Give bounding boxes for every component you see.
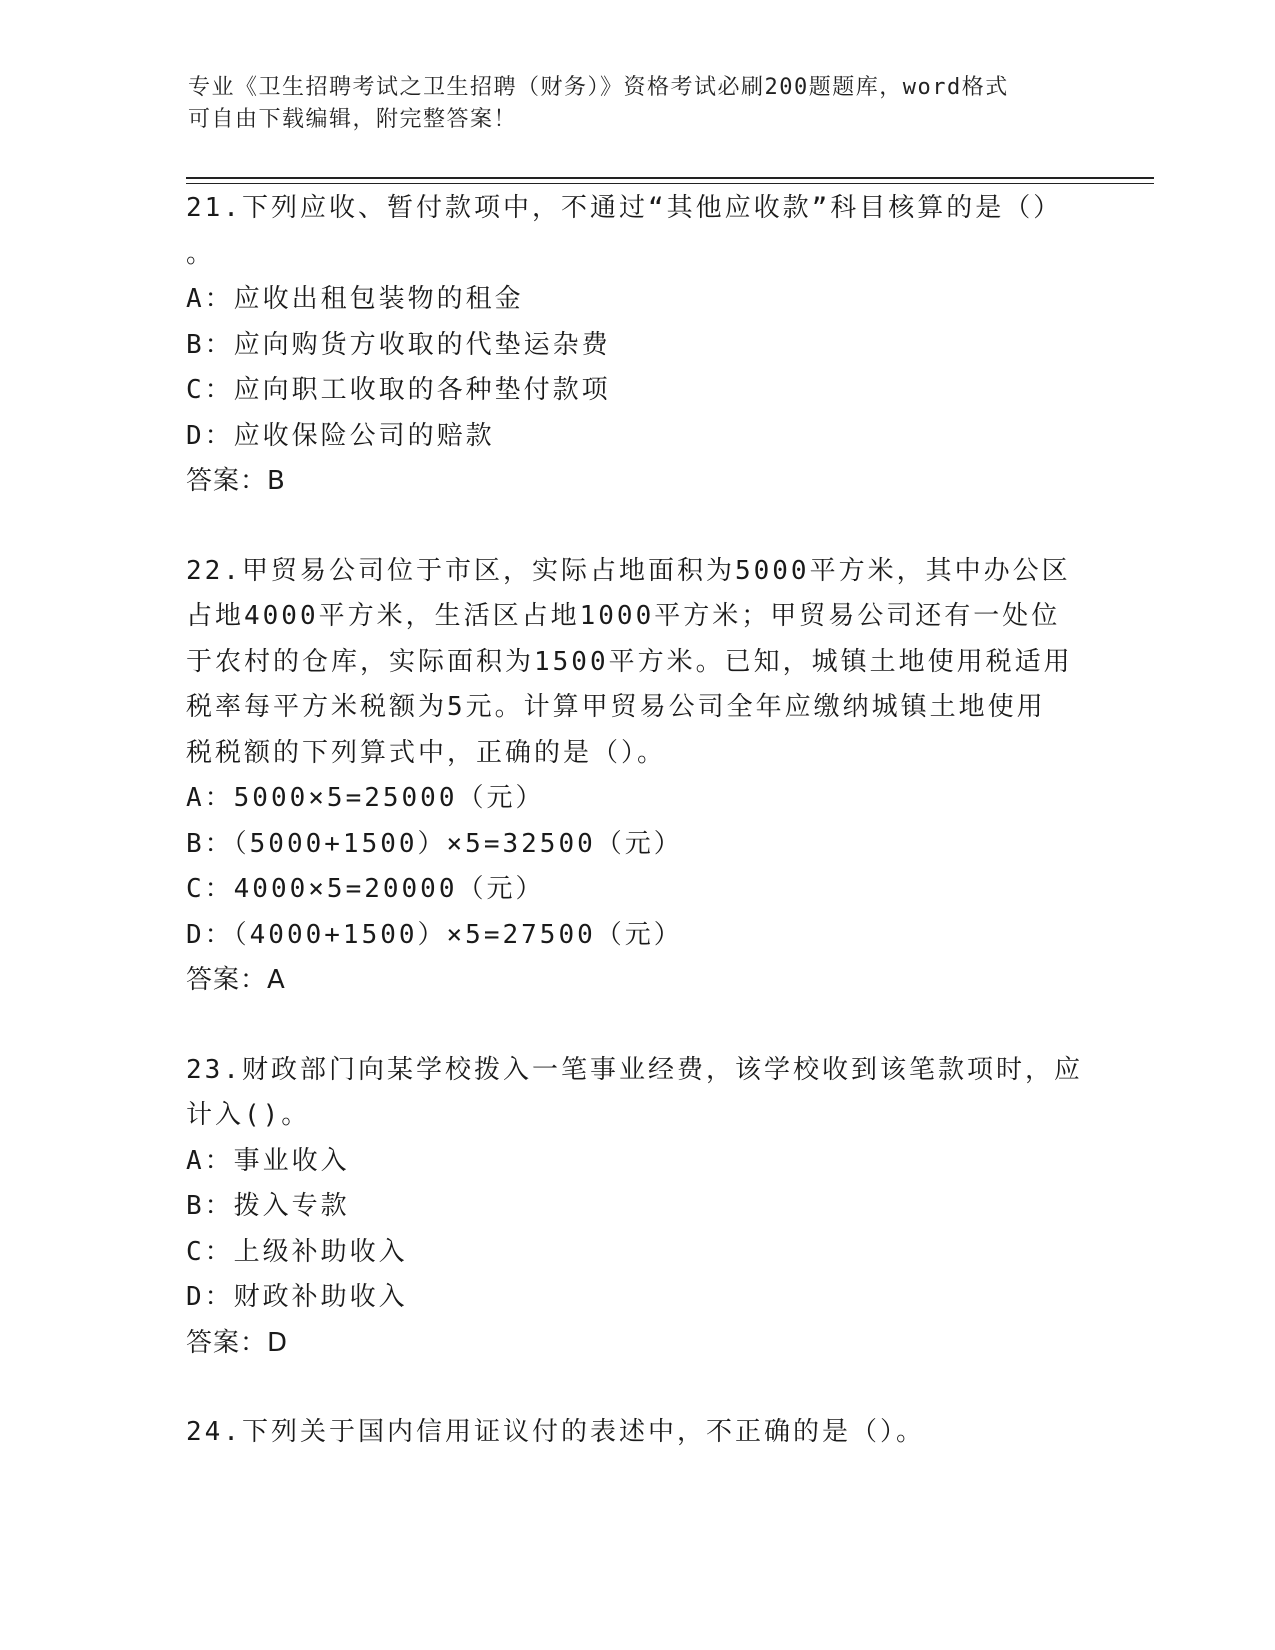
question-22 (186, 549, 1086, 1004)
option-c: C：4000×5=20000（元） (186, 874, 545, 904)
question-stem-line: 占地4000平方米，生活区占地1000平方米；甲贸易公司还有一处位 (186, 601, 1061, 631)
option-c: C：上级补助收入 (186, 1236, 408, 1267)
question-list (186, 186, 1086, 1500)
question-stem-line: 税税额的下列算式中，正确的是（）。 (186, 737, 667, 768)
option-b: B：应向购货方收取的代垫运杂费 (186, 329, 611, 360)
option-d: D：应收保险公司的赔款 (186, 420, 495, 451)
question-stem-line: 22.甲贸易公司位于市区，实际占地面积为5000平方米，其中办公区 (186, 555, 1071, 586)
header-divider-thin (186, 183, 1154, 184)
answer-line: 答案：D (186, 1327, 289, 1358)
option-d: D：财政补助收入 (186, 1282, 408, 1312)
header-divider-thick (186, 177, 1154, 179)
question-stem-line: 计入()。 (186, 1100, 311, 1130)
answer-line: 答案：A (186, 965, 286, 995)
option-a: A：事业收入 (186, 1145, 350, 1176)
answer-line: 答案：B (186, 466, 286, 496)
question-stem-line: 税率每平方米税额为5元。计算甲贸易公司全年应缴纳城镇土地使用 (186, 692, 1046, 722)
question-stem-line: 24.下列关于国内信用证议付的表述中，不正确的是（）。 (186, 1417, 925, 1447)
question-24 (186, 1410, 1086, 1456)
option-b: B：拨入专款 (186, 1191, 350, 1221)
question-stem-line: 21.下列应收、暂付款项中，不通过“其他应收款”科目核算的是（） (186, 193, 1063, 223)
option-b: B：（5000+1500）×5=32500（元） (186, 828, 683, 859)
option-a: A：应收出租包装物的租金 (186, 284, 524, 314)
question-stem-line: 23.财政部门向某学校拨入一笔事业经费，该学校收到该笔款项时，应 (186, 1054, 1083, 1085)
question-stem-line: 于农村的仓库，实际面积为1500平方米。已知，城镇土地使用税适用 (186, 646, 1073, 677)
document-header (188, 72, 1068, 136)
question-stem-line: 。 (186, 238, 216, 269)
question-21 (186, 186, 1086, 505)
option-d: D：（4000+1500）×5=27500（元） (186, 919, 683, 950)
option-a: A：5000×5=25000（元） (186, 783, 545, 813)
question-23 (186, 1048, 1086, 1367)
option-c: C：应向职工收取的各种垫付款项 (186, 375, 611, 405)
header-line-2: 可自由下载编辑，附完整答案！ (188, 107, 518, 132)
header-line-1: 专业《卫生招聘考试之卫生招聘（财务）》资格考试必刷200题题库，word格式 (188, 75, 1009, 100)
